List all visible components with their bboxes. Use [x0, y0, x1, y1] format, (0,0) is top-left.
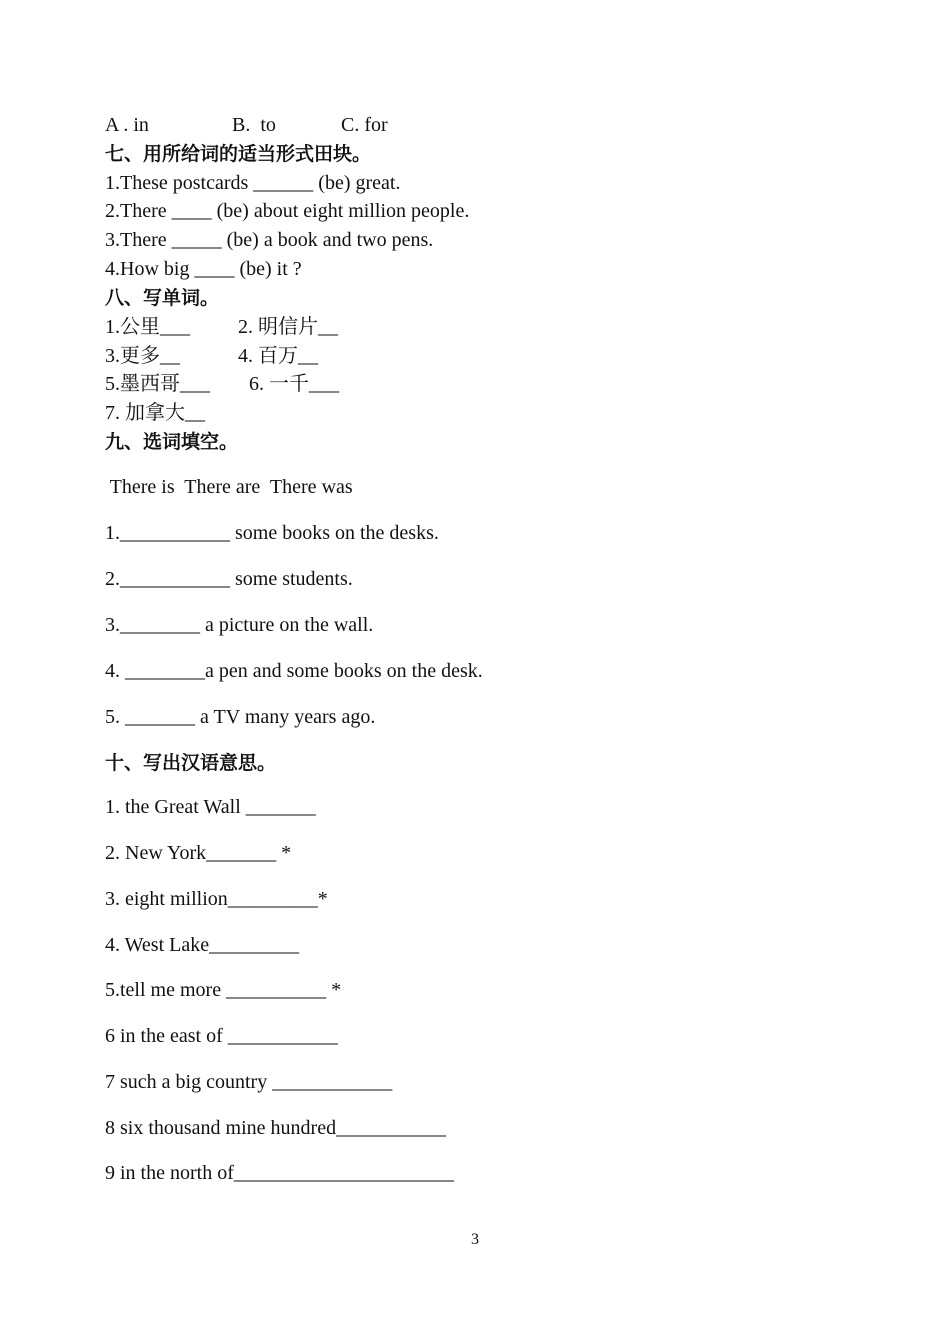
page-number: 3 — [471, 1231, 479, 1248]
section-8-word-3: 3.更多__ — [105, 345, 180, 367]
section-10-item-7: 7 such a big country ____________ — [105, 1071, 393, 1093]
section-10-item-2: 2. New York_______ * — [105, 842, 292, 864]
section-9-item-3: 3.________ a picture on the wall. — [105, 614, 374, 636]
section-8-row-3 — [105, 372, 505, 396]
section-10-item-1: 1. the Great Wall _______ — [105, 796, 316, 818]
section-9-item-2: 2.___________ some students. — [105, 568, 353, 590]
section-10-item-4: 4. West Lake_________ — [105, 934, 300, 956]
section-10-item-3: 3. eight million_________* — [105, 888, 328, 910]
section-8-word-5: 5.墨西哥___ — [105, 373, 210, 395]
section-8-word-2: 2. 明信片__ — [238, 316, 338, 338]
section-9-item-5: 5. _______ a TV many years ago. — [105, 706, 376, 728]
section-10-item-5: 5.tell me more __________ * — [105, 979, 342, 1001]
section-7-item-2: 2.There ____ (be) about eight million people. — [105, 200, 470, 222]
section-8-word-1: 1.公里___ — [105, 316, 190, 338]
section-10-heading: 十、写出汉语意思。 — [105, 752, 277, 774]
section-9-item-1: 1.___________ some books on the desks. — [105, 522, 439, 544]
section-7-item-4: 4.How big ____ (be) it ? — [105, 258, 302, 280]
section-7-item-3: 3.There _____ (be) a book and two pens. — [105, 229, 434, 251]
options-row — [105, 113, 505, 137]
section-9-item-4: 4. ________a pen and some books on the desk. — [105, 660, 483, 682]
section-8-word-4: 4. 百万__ — [238, 345, 318, 367]
section-9-heading: 九、选词填空。 — [105, 431, 239, 453]
section-8-row-1 — [105, 315, 505, 339]
section-7-heading: 七、用所给词的适当形式田块。 — [105, 143, 372, 165]
section-10-item-8: 8 six thousand mine hundred___________ — [105, 1117, 447, 1139]
section-8-word-6: 6. 一千___ — [249, 373, 339, 395]
option-a: A . in — [105, 114, 149, 136]
section-9-choices: There is There are There was — [105, 476, 353, 498]
option-c: C. for — [341, 114, 388, 136]
section-10-item-9: 9 in the north of______________________ — [105, 1162, 454, 1184]
section-8-heading: 八、写单词。 — [105, 287, 220, 309]
section-10-item-6: 6 in the east of ___________ — [105, 1025, 338, 1047]
section-8-word-7: 7. 加拿大__ — [105, 402, 205, 424]
option-b: B. to — [232, 114, 276, 136]
section-7-item-1: 1.These postcards ______ (be) great. — [105, 172, 401, 194]
section-8-row-2 — [105, 344, 505, 368]
